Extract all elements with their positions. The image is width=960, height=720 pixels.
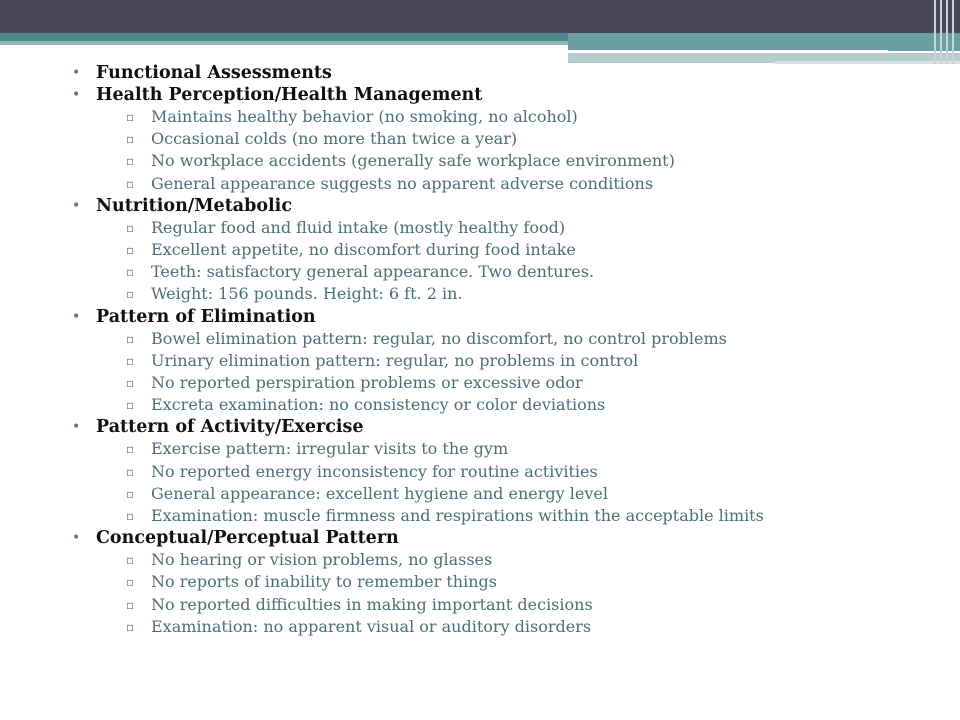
sub-item-text: Exercise pattern: irregular visits to the gym bbox=[151, 439, 509, 459]
square-bullet-icon: ▫ bbox=[126, 132, 135, 147]
sub-item-text: No reported perspiration problems or excessive odor bbox=[151, 373, 583, 393]
sub-list bbox=[96, 438, 932, 527]
square-bullet-icon: ▫ bbox=[126, 376, 135, 391]
square-bullet-icon: ▫ bbox=[126, 486, 135, 501]
section-heading: Conceptual/Perceptual Pattern bbox=[96, 528, 399, 549]
square-bullet-icon: ▫ bbox=[126, 553, 135, 568]
sub-list-item bbox=[96, 505, 932, 527]
sub-item-text: General appearance: excellent hygiene and energy level bbox=[151, 483, 608, 503]
square-bullet-icon: ▫ bbox=[126, 265, 135, 280]
square-bullet-icon: ▫ bbox=[126, 509, 135, 524]
sub-list bbox=[96, 217, 932, 306]
slide-content bbox=[72, 62, 932, 638]
square-bullet-icon: ▫ bbox=[126, 243, 135, 258]
square-bullet-icon: ▫ bbox=[126, 220, 135, 235]
section-heading: Nutrition/Metabolic bbox=[96, 195, 292, 216]
sub-list-item bbox=[96, 261, 932, 283]
sub-item-text: Excreta examination: no consistency or color deviations bbox=[151, 395, 606, 415]
sub-list-item bbox=[96, 283, 932, 305]
sub-item-text: No hearing or vision problems, no glasses bbox=[151, 550, 493, 570]
sub-list-item bbox=[96, 571, 932, 593]
sub-item-text: Teeth: satisfactory general appearance. Two dentures. bbox=[151, 262, 595, 282]
sub-list-item bbox=[96, 350, 932, 372]
section-heading: Pattern of Activity/Exercise bbox=[96, 417, 364, 438]
square-bullet-icon: ▫ bbox=[126, 353, 135, 368]
sub-item-text: No reported energy inconsistency for routine activities bbox=[151, 461, 598, 481]
sub-list bbox=[96, 328, 932, 417]
header-band-teal-right bbox=[568, 33, 960, 51]
square-bullet-icon: ▫ bbox=[126, 331, 135, 346]
sub-list-item bbox=[96, 483, 932, 505]
bullet-dot-icon: • bbox=[72, 530, 81, 547]
sub-list-item bbox=[96, 394, 932, 416]
sub-list-item bbox=[96, 150, 932, 172]
square-bullet-icon: ▫ bbox=[126, 154, 135, 169]
sub-list-item bbox=[96, 438, 932, 460]
sub-list-item bbox=[96, 594, 932, 616]
sub-item-text: Maintains healthy behavior (no smoking, no alcohol) bbox=[151, 107, 578, 126]
square-bullet-icon: ▫ bbox=[126, 110, 135, 124]
sub-list bbox=[96, 549, 932, 638]
bullet-dot-icon: • bbox=[72, 87, 81, 103]
sub-item-text: No reports of inability to remember things bbox=[151, 572, 497, 592]
section-item bbox=[72, 84, 932, 195]
square-bullet-icon: ▫ bbox=[126, 597, 135, 612]
bullet-dot-icon: • bbox=[72, 197, 81, 214]
bullet-dot-icon: • bbox=[72, 65, 81, 81]
section-item bbox=[72, 416, 932, 527]
section-heading: Pattern of Elimination bbox=[96, 306, 316, 327]
sub-list-item bbox=[96, 106, 932, 128]
sub-list bbox=[96, 106, 932, 195]
outline-list bbox=[72, 62, 932, 638]
sub-item-text: Bowel elimination pattern: regular, no discomfort, no control problems bbox=[151, 328, 727, 348]
sub-item-text: Examination: muscle firmness and respirations within the acceptable limits bbox=[151, 506, 764, 526]
sub-list-item bbox=[96, 372, 932, 394]
section-item bbox=[72, 195, 932, 306]
square-bullet-icon: ▫ bbox=[126, 442, 135, 457]
section-item bbox=[72, 306, 932, 417]
sub-item-text: Urinary elimination pattern: regular, no problems in control bbox=[151, 350, 639, 370]
sub-list-item bbox=[96, 128, 932, 150]
sub-list-item bbox=[96, 239, 932, 261]
square-bullet-icon: ▫ bbox=[126, 398, 135, 413]
sub-item-text: Occasional colds (no more than twice a year) bbox=[151, 129, 518, 149]
square-bullet-icon: ▫ bbox=[126, 287, 135, 302]
bullet-dot-icon: • bbox=[72, 419, 81, 436]
bullet-dot-icon: • bbox=[72, 308, 81, 325]
sub-list-item bbox=[96, 328, 932, 350]
square-bullet-icon: ▫ bbox=[126, 575, 135, 590]
section-heading: Functional Assessments bbox=[96, 63, 332, 83]
sub-item-text: No reported difficulties in making important decisions bbox=[151, 594, 593, 614]
sub-item-text: Regular food and fluid intake (mostly healthy food) bbox=[151, 217, 566, 237]
section-item bbox=[72, 527, 932, 638]
sub-list-item bbox=[96, 549, 932, 571]
sub-list-item bbox=[96, 217, 932, 239]
square-bullet-icon: ▫ bbox=[126, 176, 135, 191]
header-band-dark bbox=[0, 0, 960, 33]
sub-list-item bbox=[96, 173, 932, 195]
sub-list-item bbox=[96, 616, 932, 638]
sub-item-text: Examination: no apparent visual or auditory disorders bbox=[151, 616, 592, 636]
header-band-teal-light bbox=[0, 41, 568, 45]
sub-item-text: General appearance suggests no apparent adverse conditions bbox=[151, 173, 654, 193]
section-item bbox=[72, 62, 932, 84]
sub-list-item bbox=[96, 461, 932, 483]
sub-item-text: Excellent appetite, no discomfort during food intake bbox=[151, 240, 576, 260]
sub-item-text: No workplace accidents (generally safe workplace environment) bbox=[151, 151, 675, 171]
section-heading: Health Perception/Health Management bbox=[96, 85, 483, 105]
square-bullet-icon: ▫ bbox=[126, 464, 135, 479]
square-bullet-icon: ▫ bbox=[126, 619, 135, 634]
sub-item-text: Weight: 156 pounds. Height: 6 ft. 2 in. bbox=[151, 284, 463, 304]
header-stripes bbox=[930, 0, 960, 64]
